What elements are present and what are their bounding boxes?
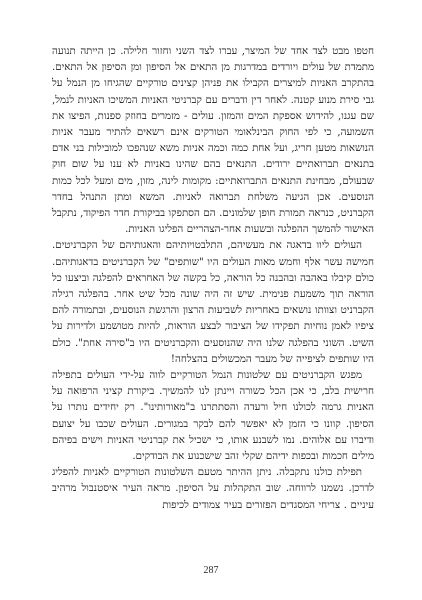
paragraph-2: העולים ליוו בדאגה את מעשיהם, התלבטויותיהם והאגותיהם של הקברניטים. חמישה עשר אלף וחמש מאות העולים היו "שותפים" של הקברניטים בדאגותיהם. כולם קיבלו באהבה ובהבנה כל הוראה, כל בקשה של האחראים להפלגה וביצעו כל הוראה תוך משמעת פנימית. שיש זה היה שונה מכל שיט אחר. בהפלגה רגילה הקברניט וצוותו נושאים באחריות לשביעות הרצון והרגשת הנוסעים, ובתמורה להם ציפיו לאמן נוחיות תפקידו של הציבור לבצע הוראות, להיות מטושמע ולדירות על השיט. השוני בהפלגה שלנו היה שהנוסעים והקברניטים היו ב"סירה אחת". כולם היו שותפים לציפייה של מעבר המכשולים בהצלחה! — [51, 240, 374, 365]
body-text — [52, 44, 374, 514]
paragraph-4: תפילת כולנו נתקבלה. ניתן ההיתר מטעם השלטונות הטורקיים לאניות להפליג לדרכן. נשמנו לרווחה. שוב התקהלות על הסיפון. מראה העיר איסטנבול מרהיב עיניים . צריחי המסגדים הפזורים בעיר צמודים לכיפות — [52, 467, 374, 511]
page-number: 287 — [203, 565, 219, 576]
paragraph-1: חטפו מבט לצד אחד של המיצר, עברו לצד השני וחזור חלילה. כן הייתה תנועה מתמדת של עולים ויורדים במדרגות מן התאים אל הסיפון ומן הסיפון אל התאים. בהתקרב האניות למיצרים הקבילו את פניהן קצינים טורקיים שהגיחו מן הנמל על גבי סירת מנוע קטנה. לאחר דין ודברים עם קברניטי האניות המשיכו האניות לנמל, שם עגנו, להידוש אספקת המים והמזון. עולים - מזמרים בחוזק ספנות, הפיצו את השמועה, כי לפי החוק הבינלאומי הטורקים אינם רשאים להתיר מעבר אניות הנושאות מטען חריג, ועל אחת כמה וכמה אניות משא שנהפכו למובילות בני אדם בתנאים תברואתיים ירודים. התנאים בהם שהינו באניות לא ענו על שום חוק שבעולם, מבחינת התנאים התברואתיים: מקומות לינה, מזון, מים ומעל לכל כמות הנוסעים. אכן הגיעה משלחת תברואה לאניות. המשא ומתן התנהל בחדר הקברניט, כנראה תמורת חופן שלמונים. הם הסתפקו בביקורת חדר הפיקוד, נתקבל האישור להמשך ההפלגה ובשעות אחר-הצהריים הפליגו האניות. — [51, 46, 374, 236]
paragraph-3: מפגש הקברניטים עם שלטונות הנמל הטורקיים לווה על-ידי העולים בתפילה חרישית בלב, כי אכן הכל כשורה ויינתן לנו להמשיך. ביקורת קציני הרפואה על האניות גרמה לכולנו חיל ורעדה והסתתרנו ב"מאורותינו". רק יחידים נותרו על הסיפון. קוונו כי הזמן לא יאפשר להם לבקר במגורים. העולים שכבו על יצועם ודיברו עם אלוהים. נמו לשבנע אותו, כי ישכיל את קברניטי האניות וישים בפיהם מילים חכמות ובכפות ידיהם שקלי זהב שישכנוע את הבודקים. — [52, 370, 374, 463]
